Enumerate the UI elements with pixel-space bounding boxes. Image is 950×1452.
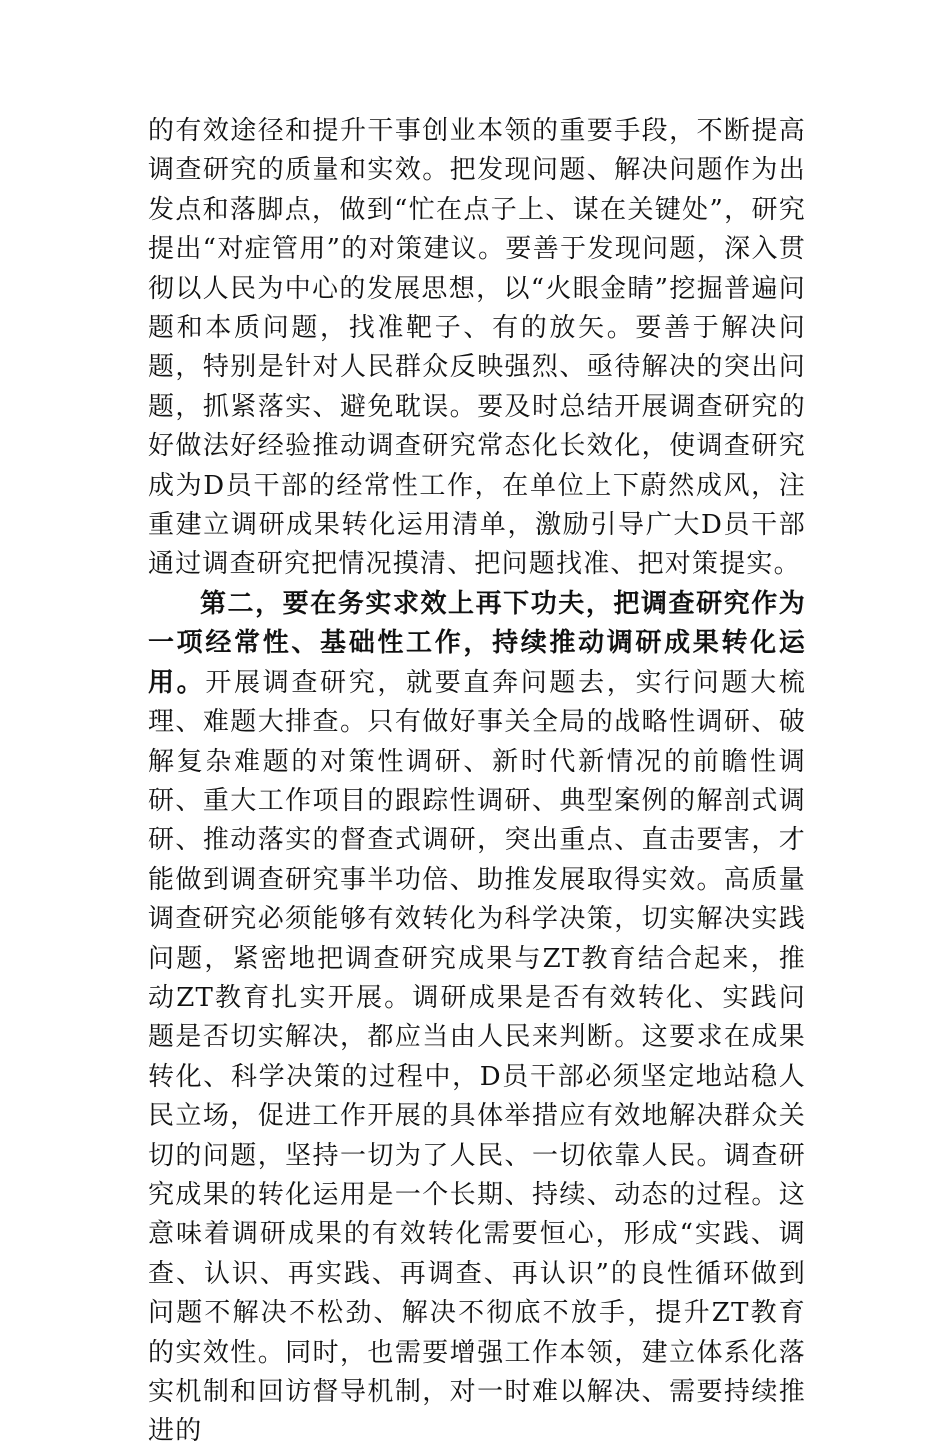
- paragraph-2-body: 开展调查研究，就要直奔问题去，实行问题大梳理、难题大排查。只有做好事关全局的战略性调研、破解复杂难题的对策性调研、新时代新情况的前瞻性调研、重大工作项目的跟踪性调研、典型案例的解剖式调研、推动落实的督查式调研，突出重点、直击要害，才能做到调查研究事半功倍、助推发展取得实效。高质量调查研究必须能够有效转化为科学决策，切实解决实践问题，紧密地把调查研究成果与ZT教育结合起来，推动ZT教育扎实开展。调研成果是否有效转化、实践问题是否切实解决，都应当由人民来判断。这要求在成果转化、科学决策的过程中，D员干部必须坚定地站稳人民立场，促进工作开展的具体举措应有效地解决群众关切的问题，坚持一切为了人民、一切依靠人民。调查研究成果的转化运用是一个长期、持续、动态的过程。这意味着调研成果的有效转化需要恒心，形成“实践、调查、认识、再实践、再调查、再认识”的良性循环做到问题不解决不松劲、解决不彻底不放手，提升ZT教育的实效性。同时，也需要增强工作本领，建立体系化落实机制和回访督导机制，对一时难以解决、需要持续推进的: [148, 667, 807, 1447]
- paragraph-1-text: 的有效途径和提升干事创业本领的重要手段，不断提高调查研究的质量和实效。把发现问题、解决问题作为出发点和落脚点，做到“忙在点子上、谋在关键处”，研究提出“对症管用”的对策建议。要善于发现问题，深入贯彻以人民为中心的发展思想，以“火眼金睛”挖掘普遍问题和本质问题，找准靶子、有的放矢。要善于解决问题，特别是针对人民群众反映强烈、亟待解决的突出问题，抓紧落实、避免耽误。要及时总结开展调查研究的好做法好经验推动调查研究常态化长效化，使调查研究成为D员干部的经常性工作，在单位上下蔚然成风，注重建立调研成果转化运用清单，激励引导广大D员干部通过调查研究把情况摸清、把问题找准、把对策提实。: [148, 116, 806, 580]
- paragraph-second-point: [148, 585, 806, 1452]
- paragraph-continued: [148, 112, 806, 585]
- document-page: [148, 112, 806, 1452]
- paragraph-2-heading: 第二，要在务实求效上再下功夫，把调查研究作为一项经常性、基础性工作，持续推动调研成果转化运用。: [148, 588, 806, 698]
